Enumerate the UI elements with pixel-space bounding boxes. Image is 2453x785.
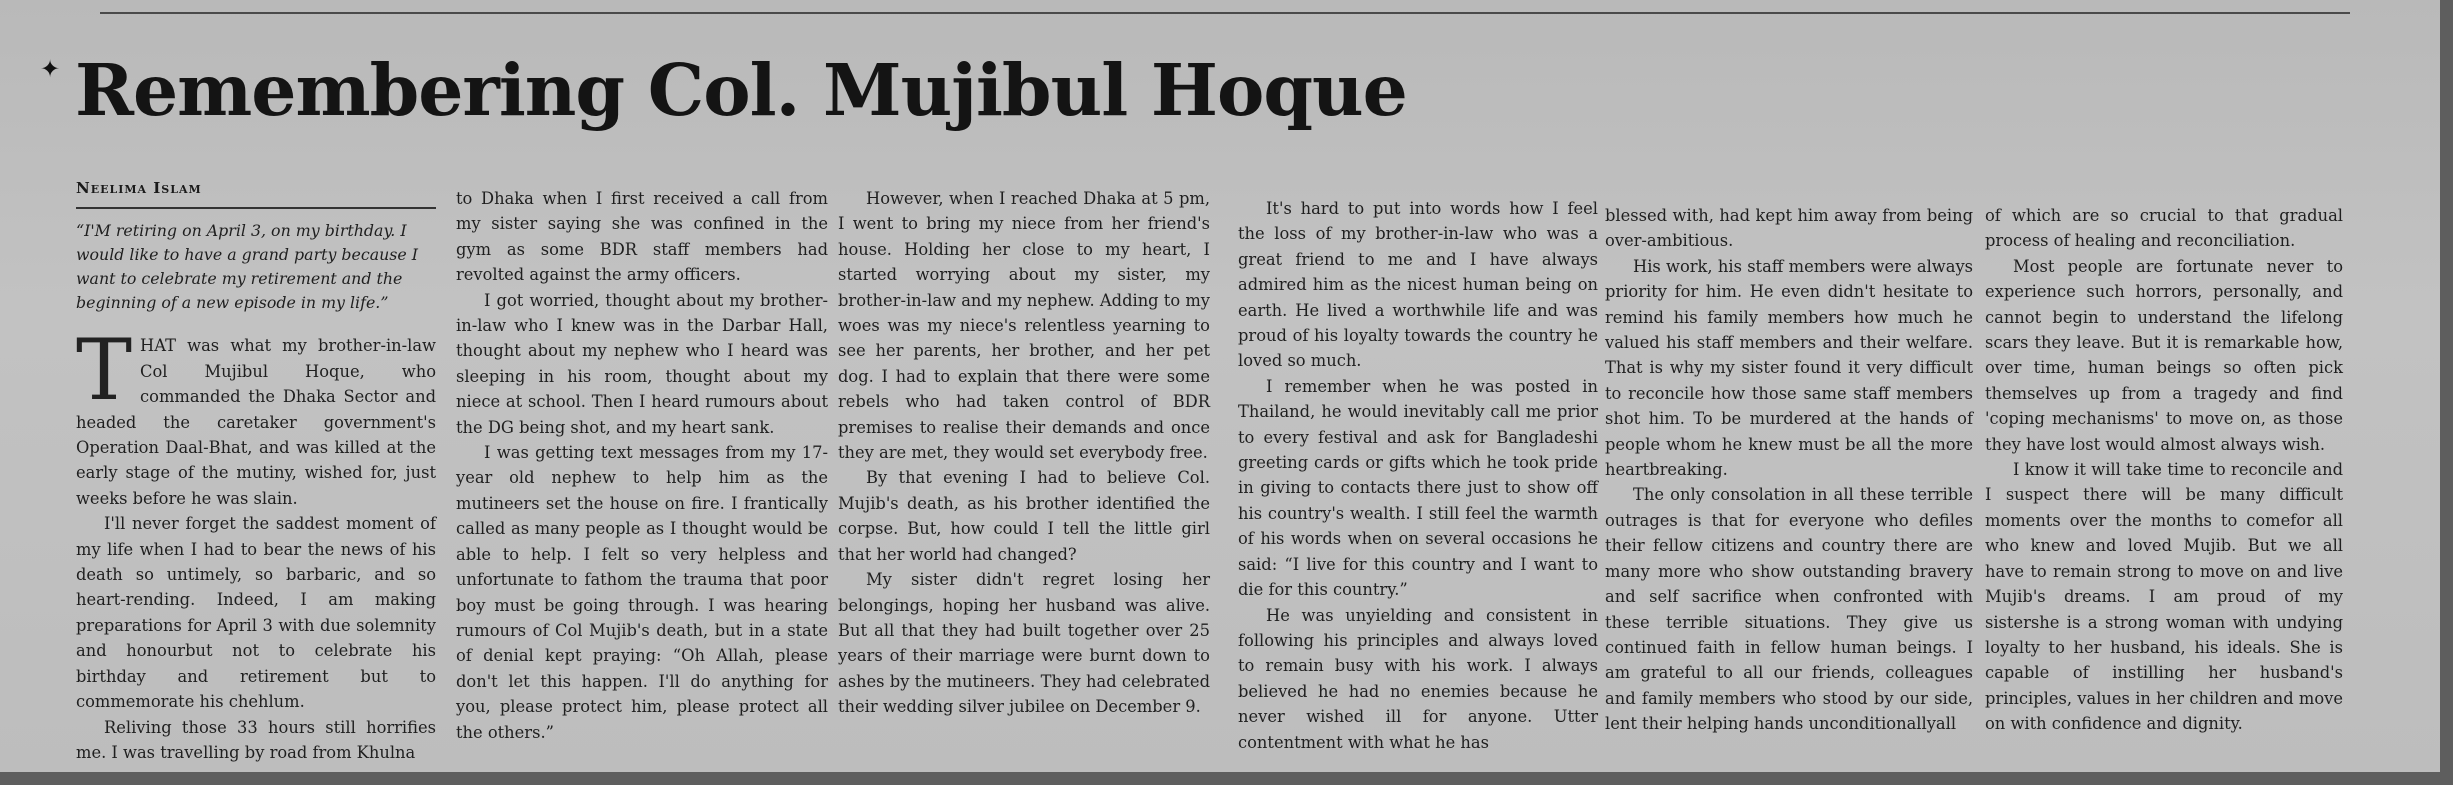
article-column-6	[1985, 203, 2343, 737]
paragraph: The only consolation in all these terrible outrages is that for everyone who defiles their fellow citizens and country there are many more who show outstanding bravery and self sacrifice when confronted with these terrible situations. They give us continued faith in fellow human beings. I am grateful to all our friends, colleagues and family members who stood by our side, lent their helping hands unconditionallyall	[1605, 485, 1973, 734]
article-headline: Remembering Col. Mujibul Hoque	[75, 48, 1407, 132]
paragraph: I was getting text messages from my 17-year old nephew to help him as the mutineers set the house on fire. I frantically called as many people as I thought would be able to help. I felt so very helpless and unfortunate to fathom the trauma that poor boy must be going through. I was hearing rumours of Col Mujib's death, but in a state of denial kept praying: “Oh Allah, please don't let this happen. I'll do anything for you, please protect him, please protect all the others.”	[456, 443, 828, 742]
paragraph: I got worried, thought about my brother-in-law who I knew was in the Darbar Hall, thought about my nephew who I heard was sleeping in his room, thought about my niece at school. Then I heard rumours about the DG being shot, and my heart sank.	[456, 290, 828, 437]
article-column-3	[838, 186, 1210, 720]
star-icon: ✦	[40, 55, 61, 83]
paragraph: He was unyielding and consistent in following his principles and always loved to remain busy with his work. I always believed he had no enemies because he never wished ill for anyone. Utter contentment with what he has	[1238, 605, 1598, 752]
article-column-2	[456, 186, 828, 745]
drop-cap: T	[76, 321, 133, 420]
paragraph-text: HAT was what my brother-in-law Col Mujibul Hoque, who commanded the Dhaka Sector and headed the caretaker government's Operation Daal-Bhat, and was killed at the early stage of the mutiny, wished for, just weeks before he was slain.	[76, 336, 436, 508]
pull-quote: “I'M retiring on April 3, on my birthday. I would like to have a grand party because I want to celebrate my retirement and the beginning of a new episode in my life.”	[76, 221, 419, 313]
paragraph: However, when I reached Dhaka at 5 pm, I went to bring my niece from her friend's house. Holding her close to my heart, I started worrying about my sister, my brother-in-law and my nephew. Adding to my woes was my niece's relentless yearning to see her parents, her brother, and her pet dog. I had to explain that there were some rebels who had taken control of BDR premises to realise their demands and once they are met, they would set everybody free.	[838, 189, 1210, 463]
paragraph: of which are so crucial to that gradual process of healing and reconciliation.	[1985, 206, 2343, 251]
paragraph: to Dhaka when I first received a call from my sister saying she was confined in the gym as some BDR staff members had revolted against the army officers.	[456, 189, 828, 285]
article-column-1	[76, 176, 436, 765]
paragraph: I remember when he was posted in Thailand, he would inevitably call me prior to every festival and ask for Bangladeshi greeting cards or gifts which he took pride in giving to contacts there just to show off his country's wealth. I still feel the warmth of his words when on several occasions he said: “I live for this country and I want to die for this country.”	[1238, 376, 1598, 600]
paragraph: Most people are fortunate never to experience such horrors, personally, and cannot begin to understand the lifelong scars they leave. But it is remarkable how, over time, human beings so often pick themselves up from a tragedy and find 'coping mechanisms' to move on, as those they have lost would almost always wish.	[1985, 256, 2343, 454]
byline: Neelima Islam	[76, 176, 436, 209]
paragraph: I'll never forget the saddest moment of my life when I had to bear the news of his death so untimely, so barbaric, and so heart-rending. Indeed, I am making preparations for April 3 with due solemnity and honourbut not to celebrate his birthday and retirement but to commemorate his chehlum.	[76, 514, 436, 712]
paragraph	[76, 321, 436, 511]
article-column-4	[1238, 196, 1598, 755]
paragraph: Reliving those 33 hours still horrifies me. I was travelling by road from Khulna	[76, 717, 436, 762]
paragraph: It's hard to put into words how I feel the loss of my brother-in-law who was a great friend to me and I have always admired him as the nicest human being on earth. He lived a worthwhile life and was proud of his loyalty towards the country he loved so much.	[1238, 199, 1598, 371]
paragraph: By that evening I had to believe Col. Mujib's death, as his brother identified the corpse. But, how could I tell the little girl that her world had changed?	[838, 468, 1210, 564]
paragraph: My sister didn't regret losing her belongings, hoping her husband was alive. But all that they had built together over 25 years of their marriage were burnt down to ashes by the mutineers. They had celebrated their wedding silver jubilee on December 9.	[838, 570, 1210, 717]
article-column-5	[1605, 203, 1973, 737]
paragraph: His work, his staff members were always priority for him. He even didn't hesitate to remind his family members how much he valued his staff members and their welfare. That is why my sister found it very difficult to reconcile how those same staff members shot him. To be murdered at the hands of people whom he knew must be all the more heartbreaking.	[1605, 256, 1973, 480]
paragraph: I know it will take time to reconcile and I suspect there will be many difficult moments over the months to comefor all who knew and loved Mujib. But we all have to remain strong to move on and live Mujib's dreams. I am proud of my sistershe is a strong woman with undying loyalty to her husband, his ideals. She is capable of instilling her husband's principles, values in her children and move on with confidence and dignity.	[1985, 460, 2343, 734]
paragraph: blessed with, had kept him away from being over-ambitious.	[1605, 206, 1973, 251]
top-rule	[100, 12, 2350, 14]
